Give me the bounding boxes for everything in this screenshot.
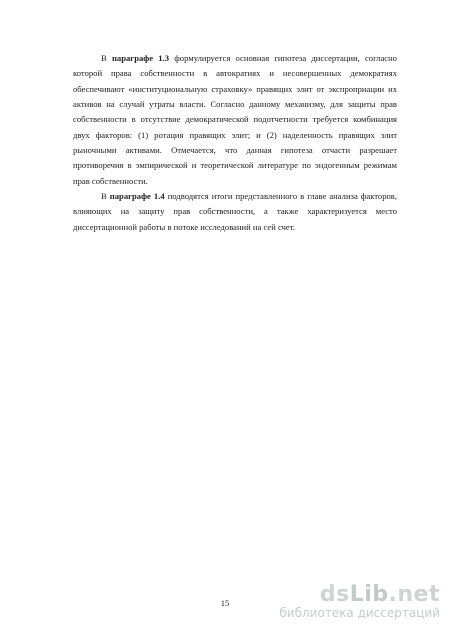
paragraph-1-lead: В — [101, 53, 112, 63]
dslib-logo — [279, 584, 440, 606]
paragraph-2-lead: В — [101, 191, 110, 202]
logo-lib: Lib — [349, 582, 389, 607]
watermark-subtitle: библиотека диссертаций — [279, 606, 440, 620]
paragraph-2-text: подводятся итоги представленного в главе анализа факторов, влияющих на защиту прав собственности, а также характеризуется место диссертационной работы в потоке исследований на сей счет. — [73, 191, 397, 232]
logo-ds: ds — [319, 582, 350, 607]
paragraph-2 — [73, 189, 397, 235]
paragraph-1-text: формулируется основная гипотеза диссертации, согласно которой права собственности в автократиях и несовершенных демократиях обеспечивают «институциональную страховку» правящих элит от экспроприации их активов на случай утраты власти. Согласно данному механизму, для защиты прав собственности в отсутствие демократической подотчетности требуется комбинация двух факторов: (1) ротация правящих элит; и (2) наделенность правящих элит рыночными активами. Отмечается, что данная гипотеза отчасти разрешает противоречия в эмпирической и теоретической литературе по эндогенным режимам прав собственности. — [73, 53, 397, 186]
paragraph-1-section-ref: параграфе 1.3 — [111, 53, 169, 63]
logo-net: .net — [388, 582, 440, 607]
paragraph-1 — [73, 51, 397, 189]
page-number: 15 — [220, 598, 230, 608]
dslib-watermark — [279, 584, 440, 619]
paragraph-2-section-ref: параграфе 1.4 — [109, 191, 165, 202]
page-body — [73, 51, 397, 235]
